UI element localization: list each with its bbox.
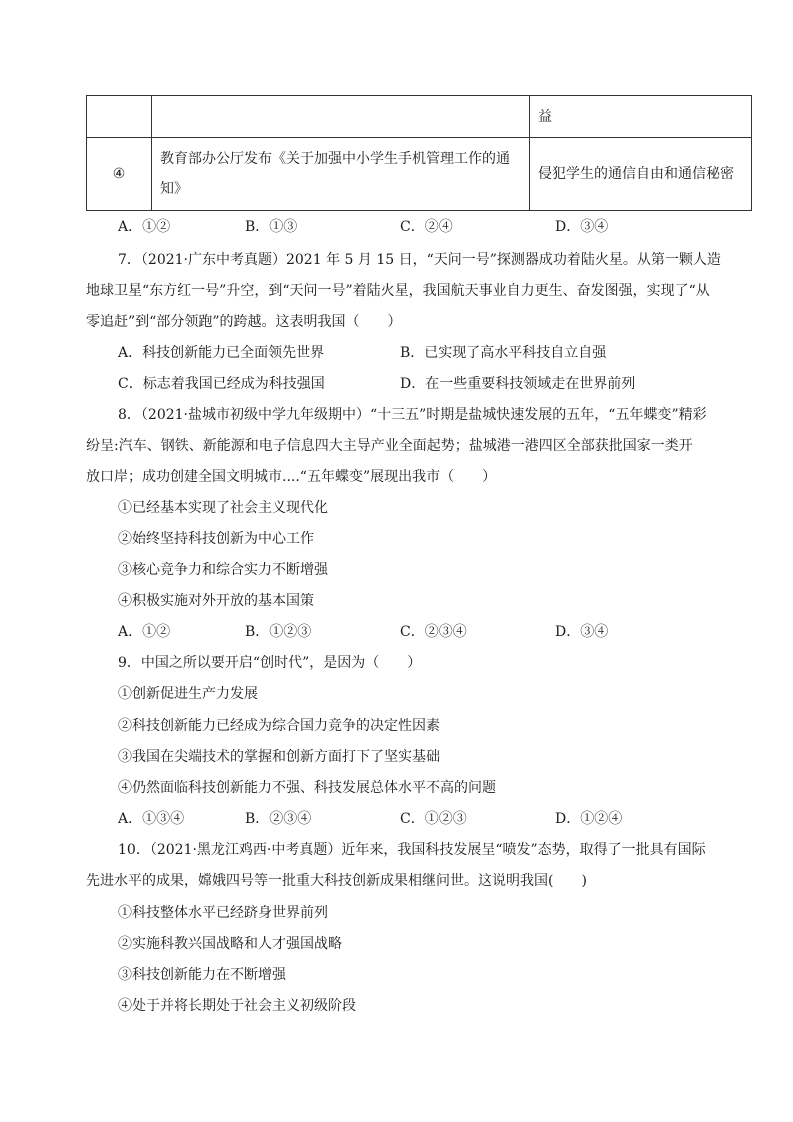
q8-stem-line: 纷呈:汽车、钢铁、新能源和电子信息四大主导产业全面起势；盐城港一港四区全部获批国家一类开 <box>86 438 693 454</box>
q7-option-a: A．科技创新能力已全面领先世界 <box>118 345 325 361</box>
table-cell-content-line: 教育部办公厅发布《关于加强中小学生手机管理工作的通 <box>160 151 510 167</box>
q8-option-d: D．③④ <box>555 624 609 640</box>
table-row <box>87 138 752 211</box>
q9-option-a: A．①③④ <box>118 811 185 827</box>
q7-stem-line: 7．（2021·广东中考真题）2021 年 5 月 15 日，“天问一号”探测器成功着陆火星。从第一颗人造 <box>118 252 721 268</box>
q10-item: ④处于并将长期处于社会主义初级阶段 <box>118 998 356 1014</box>
q8-item: ①已经基本实现了社会主义现代化 <box>118 500 328 516</box>
q7-option-d: D．在一些重要科技领域走在世界前列 <box>400 376 636 392</box>
q10-stem-line: 先进水平的成果，嫦娥四号等一批重大科技创新成果相继问世。这说明我国( ) <box>86 873 587 889</box>
q6-option-b: B．①③ <box>245 219 298 235</box>
q8-option-b: B．①②③ <box>245 624 312 640</box>
q9-stem-line: 9．中国之所以要开启“创时代”，是因为（ ） <box>118 655 422 671</box>
q9-item: ②科技创新能力已经成为综合国力竞争的决定性因素 <box>118 718 440 734</box>
q10-item: ②实施科教兴国战略和人才强国战略 <box>118 936 342 952</box>
case-table <box>86 95 752 211</box>
q8-stem-line: 放口岸；成功创建全国文明城市....“五年蝶变”展现出我市（ ） <box>86 469 497 485</box>
q7-option-c: C．标志着我国已经成为科技强国 <box>118 376 325 392</box>
table-cell-number <box>87 96 152 138</box>
q10-stem-line: 10．（2021·黑龙江鸡西·中考真题）近年来，我国科技发展呈“喷发”态势，取得了一批具有国际 <box>118 842 706 858</box>
q8-option-a: A．①② <box>118 624 171 640</box>
table-cell-content <box>152 96 530 138</box>
table-cell-content <box>152 138 530 211</box>
q6-option-d: D．③④ <box>555 219 609 235</box>
q7-stem-line: 地球卫星“东方红一号”升空，到“天问一号”着陆火星，我国航天事业自力更生、奋发图强，实现了“从 <box>86 283 710 299</box>
q9-item: ①创新促进生产力发展 <box>118 686 258 702</box>
q9-option-b: B．②③④ <box>245 811 312 827</box>
table-cell-number: ④ <box>87 138 152 211</box>
q9-option-c: C．①②③ <box>400 811 467 827</box>
table-row <box>87 96 752 138</box>
q7-option-b: B．已实现了高水平科技自立自强 <box>400 345 607 361</box>
q10-item: ③科技创新能力在不断增强 <box>118 967 286 983</box>
q9-item: ④仍然面临科技创新能力不强、科技发展总体水平不高的问题 <box>118 780 496 796</box>
q7-stem-line: 零追赶”到“部分领跑”的跨越。这表明我国（ ） <box>86 314 402 330</box>
q6-option-a: A．①② <box>118 219 171 235</box>
table-cell-right: 益 <box>530 96 752 138</box>
q8-item: ④积极实施对外开放的基本国策 <box>118 593 314 609</box>
table-cell-content-line: 知》 <box>160 181 188 197</box>
q8-option-c: C．②③④ <box>400 624 467 640</box>
q8-stem-line: 8．（2021·盐城市初级中学九年级期中）“十三五”时期是盐城快速发展的五年，“五年蝶变”精彩 <box>118 407 707 423</box>
q8-item: ③核心竞争力和综合实力不断增强 <box>118 562 328 578</box>
q9-item: ③我国在尖端技术的掌握和创新方面打下了坚实基础 <box>118 749 440 765</box>
q9-option-d: D．①②④ <box>555 811 623 827</box>
q6-option-c: C．②④ <box>400 219 453 235</box>
table-cell-right: 侵犯学生的通信自由和通信秘密 <box>530 138 752 211</box>
q10-item: ①科技整体水平已经跻身世界前列 <box>118 905 328 921</box>
q8-item: ②始终坚持科技创新为中心工作 <box>118 531 314 547</box>
